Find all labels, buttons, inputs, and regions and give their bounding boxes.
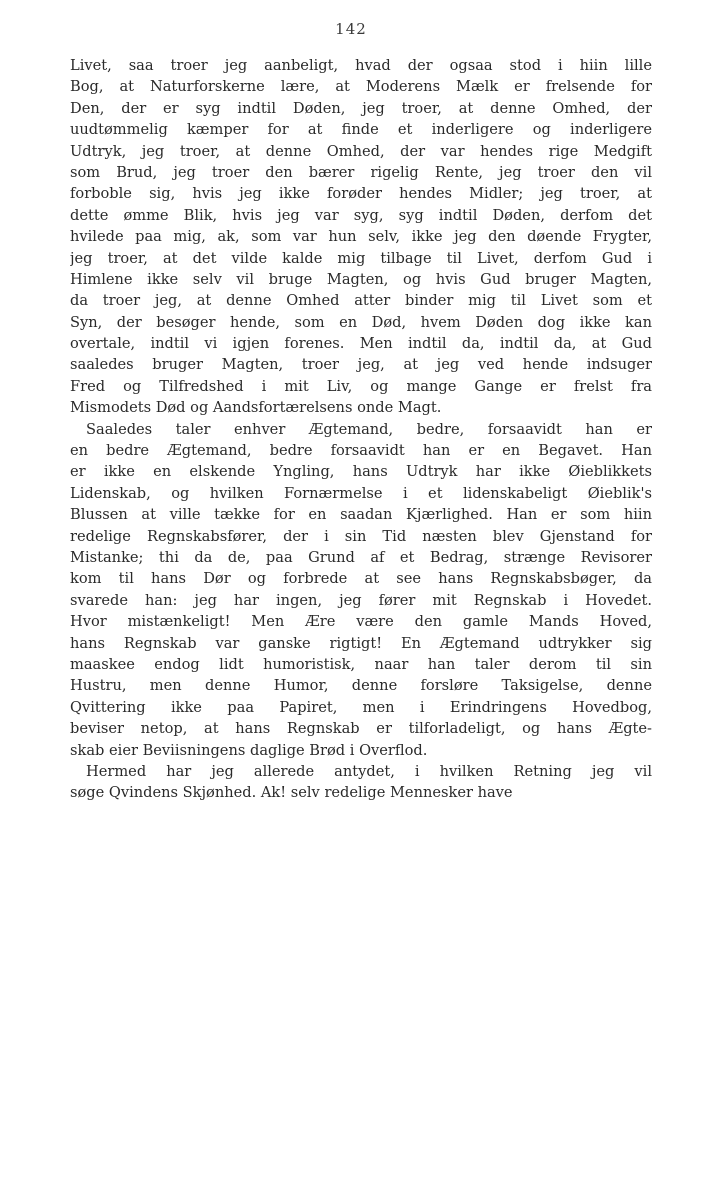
text-line: redelige Regnskabsfører, der i sin Tid næsten blev Gjenstand for	[70, 527, 652, 545]
text-line: Hermed har jeg allerede antydet, i hvilken Retning jeg vil	[86, 762, 652, 780]
text-line: søge Qvindens Skjønhed. Ak! selv redelige Mennesker have	[70, 784, 513, 802]
text-line: en bedre Ægtemand, bedre forsaavidt han er en Begavet. Han	[70, 442, 652, 460]
text-line: dette ømme Blik, hvis jeg var syg, syg indtil Døden, derfom det	[70, 206, 652, 224]
text-line: svarede han: jeg har ingen, jeg fører mit Regnskab i Hovedet.	[70, 591, 652, 609]
text-line: Syn, der besøger hende, som en Død, hvem Døden dog ikke kan	[70, 313, 652, 331]
text-line: uudtømmelig kæmper for at finde et inderligere og inderligere	[70, 121, 652, 139]
text-line: hans Regnskab var ganske rigtigt! En Ægtemand udtrykker sig	[70, 634, 652, 652]
text-line: Saaledes taler enhver Ægtemand, bedre, forsaavidt han er	[86, 420, 652, 438]
text-line: Hustru, men denne Humor, denne forsløre Taksigelse, denne	[70, 677, 652, 695]
text-line: forboble sig, hvis jeg ikke forøder hendes Midler; jeg troer, at	[70, 185, 652, 203]
body-text	[70, 55, 652, 804]
paragraph	[70, 761, 652, 804]
text-line: Lidenskab, og hvilken Fornærmelse i et lidenskabeligt Øieblik's	[70, 484, 652, 502]
text-line: Hvor mistænkeligt! Men Ære være den gamle Mands Hoved,	[70, 613, 652, 631]
text-line: overtale, indtil vi igjen forenes. Men indtil da, indtil da, at Gud	[70, 335, 652, 353]
text-line: jeg troer, at det vilde kalde mig tilbage til Livet, derfom Gud i	[70, 249, 652, 267]
text-line: Blussen at ville tække for en saadan Kjærlighed. Han er som hiin	[70, 506, 652, 524]
text-line: saaledes bruger Magten, troer jeg, at jeg ved hende indsuger	[70, 356, 652, 374]
page-number: 142	[335, 20, 367, 38]
text-line: hvilede paa mig, ak, som var hun selv, ikke jeg den døende Frygter,	[70, 228, 652, 246]
paragraph	[70, 55, 652, 419]
text-line: Den, der er syg indtil Døden, jeg troer, at denne Omhed, der	[70, 99, 652, 117]
text-line: Udtryk, jeg troer, at denne Omhed, der var hendes rige Medgift	[70, 142, 652, 160]
text-line: skab eier Beviisningens daglige Brød i Overflod.	[70, 741, 428, 759]
text-line: Mistanke; thi da de, paa Grund af et Bedrag, strænge Revisorer	[70, 548, 652, 566]
text-line: Himlene ikke selv vil bruge Magten, og hvis Gud bruger Magten,	[70, 270, 652, 288]
text-line: Mismodets Død og Aandsfortærelsens onde Magt.	[70, 399, 442, 417]
text-line: kom til hans Dør og forbrede at see hans Regnskabsbøger, da	[70, 570, 652, 588]
text-line: Bog, at Naturforskerne lære, at Moderens Mælk er frelsende for	[70, 78, 652, 96]
text-line: Qvittering ikke paa Papiret, men i Erindringens Hovedbog,	[70, 698, 652, 716]
text-line: maaskee endog lidt humoristisk, naar han taler derom til sin	[70, 655, 652, 673]
text-line: da troer jeg, at denne Omhed atter binder mig til Livet som et	[70, 292, 652, 310]
text-line: beviser netop, at hans Regnskab er tilforladeligt, og hans Ægte-	[70, 720, 652, 738]
paragraph	[70, 419, 652, 761]
text-line: er ikke en elskende Yngling, hans Udtryk har ikke Øieblikkets	[70, 463, 652, 481]
text-line: Fred og Tilfredshed i mit Liv, og mange Gange er frelst fra	[70, 377, 652, 395]
text-line: Livet, saa troer jeg aanbeligt, hvad der ogsaa stod i hiin lille	[70, 57, 652, 74]
text-line: som Brud, jeg troer den bærer rigelig Rente, jeg troer den vil	[70, 163, 652, 181]
